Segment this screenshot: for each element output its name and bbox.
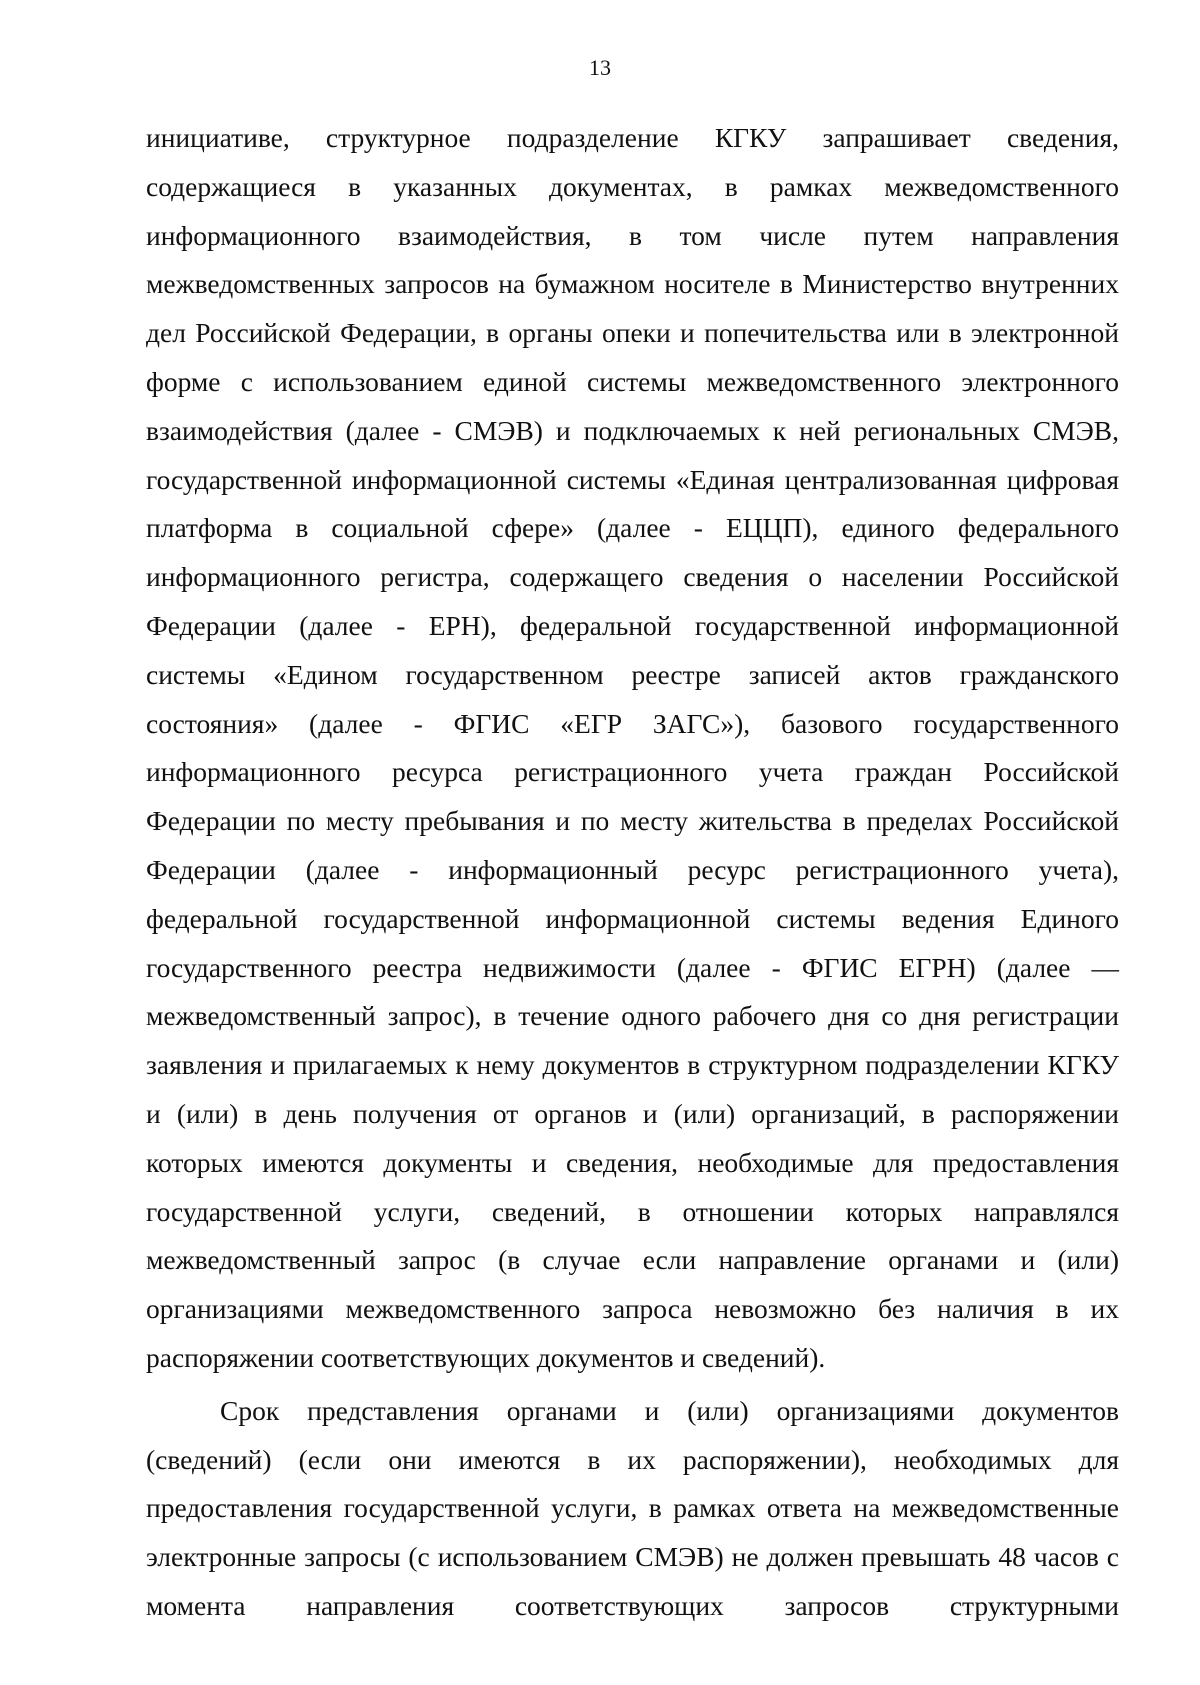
paragraph-deadline: Срок представления органами и (или) организациями документов (сведений) (если они имеются в их распоряжении), необходимых для предоставления государственной услуги, в рамках ответа на межведомственные электронные запросы (с использованием СМЭВ) не должен превышать 48 часов с момента направления соответствующих запросов структурными <box>146 1394 1119 1621</box>
paragraph-continuation: инициативе, структурное подразделение КГКУ запрашивает сведения, содержащиеся в указанных документах, в рамках межведомственного информационного взаимодействия, в том числе путем направления межведомственных запросов на бумажном носителе в Министерство внутренних дел Российской Федерации, в органы опеки и попечительства или в электронной форме с использованием единой системы межведомственного электронного взаимодействия (далее - СМЭВ) и подключаемых к ней региональных СМЭВ, государственной информационной системы «Единая централизованная цифровая платформа в социальной сфере» (далее - ЕЦЦП), единого федерального информационного регистра, содержащего сведения о населении Российской Федерации (далее - ЕРН), федеральной государственной информационной системы «Едином государственном реестре записей актов гражданского состояния» (далее - ФГИС «ЕГР ЗАГС»), базового государственного информационного ресурса регистрационного учета граждан Российской Федерации по месту пребывания и по месту жительства в пределах Российской Федерации (далее - информационный ресурс регистрационного учета), федеральной государственной информационной системы ведения Единого государственного реестра недвижимости (далее - ФГИС ЕГРН) (далее — межведомственный запрос), в течение одного рабочего дня со дня регистрации заявления и прилагаемых к нему документов в структурном подразделении КГКУ и (или) в день получения от органов и (или) организаций, в распоряжении которых имеются документы и сведения, необходимые для предоставления государственной услуги, сведений, в отношении которых направлялся межведомственный запрос (в случае если направление органами и (или) организациями межведомственного запроса невозможно без наличия в их распоряжении соответствующих документов и сведений). <box>146 122 1119 1373</box>
page-number: 13 <box>589 55 611 80</box>
document-body <box>146 114 1119 1631</box>
